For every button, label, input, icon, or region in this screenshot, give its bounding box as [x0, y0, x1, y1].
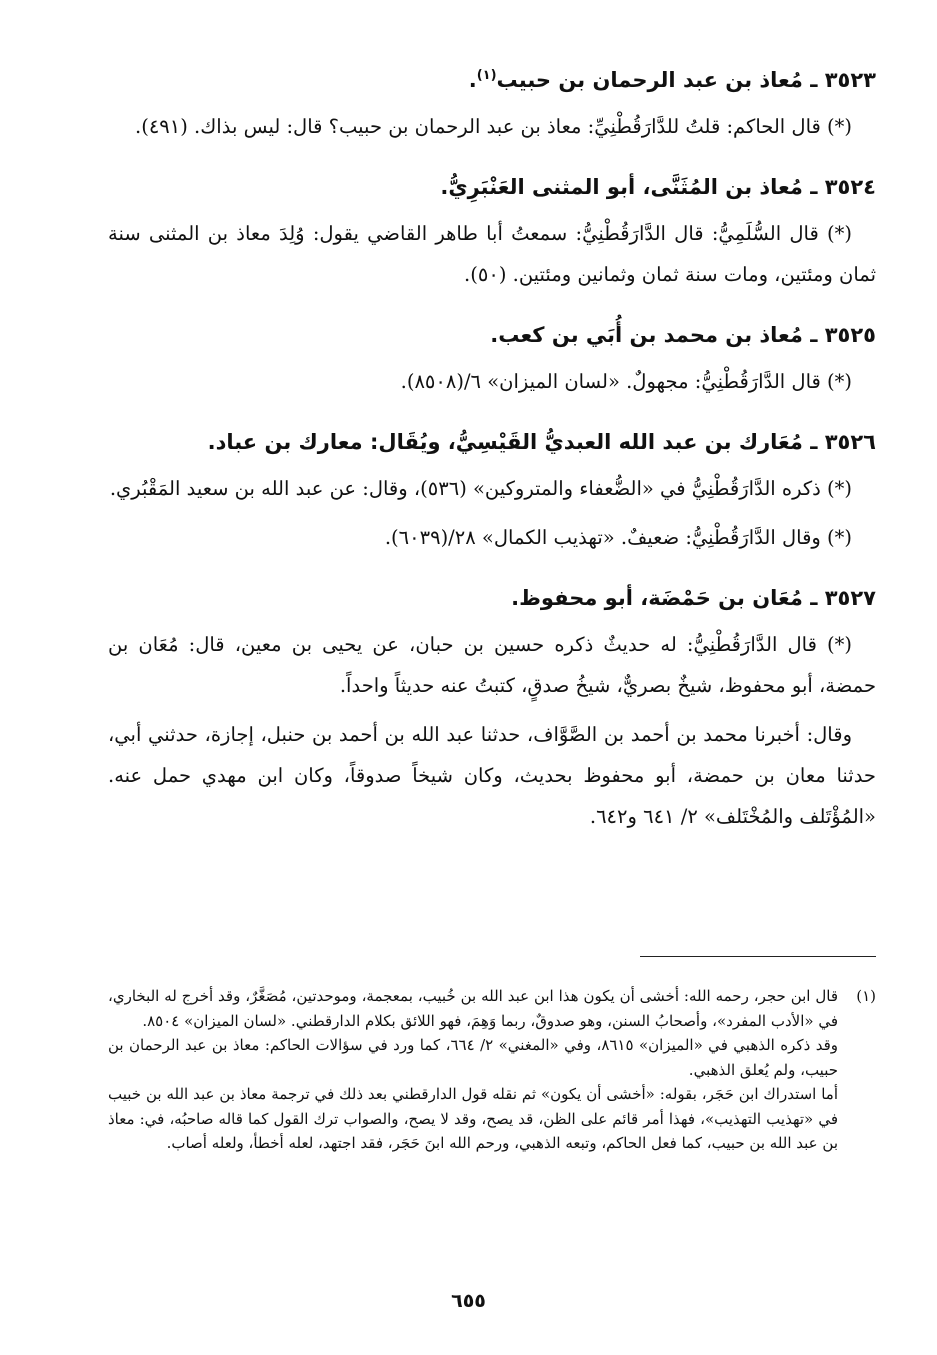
entry-paragraph: وقال: أخبرنا محمد بن أحمد بن الصَّوَّاف، حدثنا عبد الله بن أحمد بن حنبل، إجازة، حدثني أبي، حدثنا معان بن حمضة، أبو محفوظ بحديث، وكان شيخاً صدوقاً، وكان ابن مهدي حمل عنه. «المُؤْتَلف والمُخْتَلف» ٢/ ٦٤١ و٦٤٢. — [108, 723, 876, 828]
entry-title-end: . — [468, 68, 477, 92]
footnotes — [108, 984, 876, 1156]
footnote-body — [108, 984, 838, 1156]
entry-title — [108, 62, 876, 98]
entry-title-text: ٣٥٢٣ ـ مُعاذ بن عبد الرحمان بن حبيب — [496, 68, 876, 92]
page-number: ٦٥٥ — [451, 1290, 486, 1312]
entry-paragraph: (*) قال الدَّارَقُطْنِيُّ: له حديثٌ ذكره حسين بن حبان، عن يحيى بن معين، قال: مُعَان بن حمضة، أبو محفوظ، شيخٌ بصريٌّ، شيخُ صدقٍ، كتبتُ عنه حديثاً واحداً. — [108, 633, 876, 697]
footnote-line: قال ابن حجر، رحمه الله: أخشى أن يكون هذا ابن عبد الله بن خُبيب، بمعجمة، وموحدتين، مُصَغَّرٌ، وقد أخرج له البخاري، في «الأدب المفرد»، وأصحابُ السنن، وهو صدوقٌ، ربما وَهِمَ، فهو اللائق بكلام الدارقطني. «لسان الميزان» ٨٥٠٤. — [108, 987, 838, 1030]
footnote-divider — [640, 956, 876, 957]
entry-3524 — [108, 169, 876, 295]
entry-paragraph: (*) قال الحاكم: قلتُ للدَّارَقُطْنِيِّ: معاذ بن عبد الرحمان بن حبيب؟ قال: ليس بذاك. (٤٩١). — [135, 115, 852, 138]
entry-3526 — [108, 424, 876, 558]
entry-paragraph: (*) قال الدَّارَقُطْنِيُّ: مجهولٌ. «لسان الميزان» ٦/(٨٥٠٨). — [400, 370, 852, 393]
entry-paragraph: (*) وقال الدَّارَقُطْنِيُّ: ضعيفٌ. «تهذيب الكمال» ٢٨/(٦٠٣٩). — [384, 526, 852, 549]
footnote-line: وقد ذكره الذهبي في «الميزان» ٨٦١٥، وفي «المغني» ٢/ ٦٦٤، كما ورد في سؤالات الحاكم: معاذ بن عبد الرحمان بن حبيب، ولم يُعلق الذهبي. — [108, 1036, 838, 1079]
footnote-1 — [108, 984, 876, 1156]
entry-3523 — [108, 62, 876, 147]
entry-paragraph: (*) ذكره الدَّارَقُطْنِيُّ في «الضُّعفاء والمتروكين» (٥٣٦)، وقال: عن عبد الله بن سعيد المَقْبُري. — [109, 477, 852, 500]
entry-paragraph: (*) قال السُّلَمِيُّ: قال الدَّارَقُطْنِيُّ: سمعتُ أبا طاهر القاضي يقول: وُلِدَ معاذ بن المثنى سنة ثمان ومئتين، ومات سنة ثمان وثمانين ومئتين. (٥٠). — [108, 222, 876, 286]
entry-3527 — [108, 580, 876, 837]
entry-3525 — [108, 317, 876, 402]
footnote-line: أما استدراك ابن حَجَر، بقوله: «أخشى أن يكون» ثم نقله قول الدارقطني بعد ذلك في ترجمة معاذ بن عبد الله بن خبيب في «تهذيب التهذيب»، فهذا أمر قائم على الظن، قد يصح، وقد لا يصح، والصواب ترك القول كما قاله صاحبُه، في: معاذ بن عبد الله بن حبيب، كما فعل الحاكم، وتبعه الذهبي، ورحم الله ابنَ حَجَر، فقد اجتهد، لعله أخطأ، ولعله أصاب. — [108, 1085, 838, 1152]
entry-title: ٣٥٢٦ ـ مُعَارك بن عبد الله العبديُّ القَيْسِيُّ، ويُقَال: معارك بن عباد. — [207, 430, 876, 454]
footnote-marker[interactable]: (١) — [476, 68, 497, 83]
main-text — [108, 62, 876, 845]
entry-title: ٣٥٢٤ ـ مُعاذ بن المُثَنَّى، أبو المثنى العَنْبَرِيُّ. — [440, 175, 876, 199]
entry-title: ٣٥٢٧ ـ مُعَان بن حَمْضَة، أبو محفوظ. — [511, 586, 876, 610]
footnote-number: (١) — [856, 987, 876, 1005]
entry-title: ٣٥٢٥ ـ مُعاذ بن محمد بن أُبَي بن كعب. — [490, 323, 876, 347]
